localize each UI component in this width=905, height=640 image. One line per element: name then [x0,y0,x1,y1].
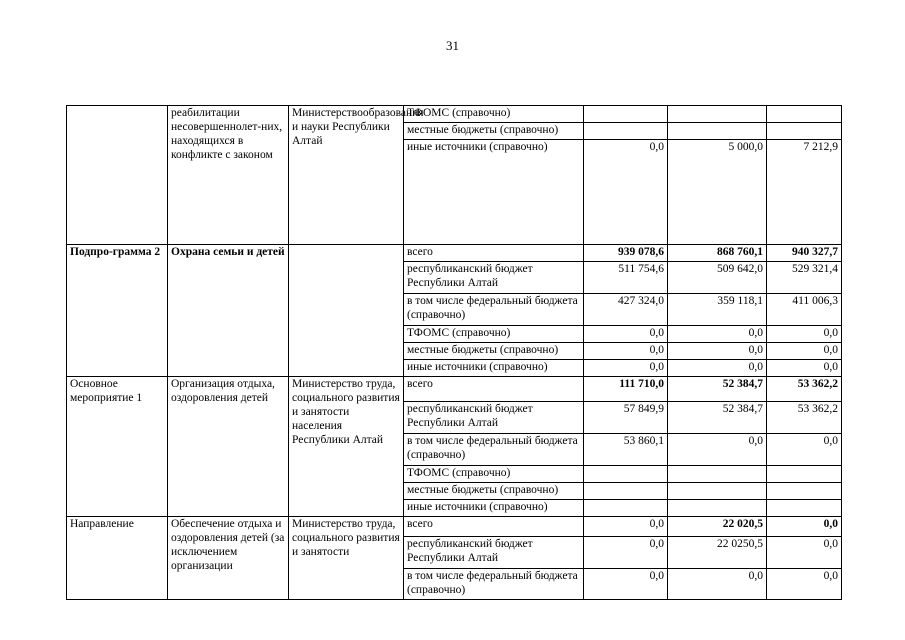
value-cell: 53 362,2 [767,377,842,402]
value-cell [767,466,842,483]
source-cell: республиканский бюджет Республики Алтай [404,262,584,294]
value-cell [584,466,668,483]
source-cell: в том числе федеральный бюджета (справочно) [404,294,584,326]
executor-cell [289,245,404,377]
value-cell: 0,0 [668,434,767,466]
table-row [67,245,842,262]
value-cell: 52 384,7 [668,377,767,402]
value-cell: 0,0 [584,343,668,360]
title-cell: Организация отдыха, оздоровления детей [168,377,289,517]
value-cell: 0,0 [767,537,842,569]
value-cell: 52 384,7 [668,402,767,434]
title-cell: Охрана семьи и детей [168,245,289,377]
source-cell: местные бюджеты (справочно) [404,483,584,500]
value-cell [668,123,767,140]
value-cell: 0,0 [668,343,767,360]
value-cell: 0,0 [584,517,668,537]
value-cell: 7 212,9 [767,140,842,245]
source-cell: всего [404,517,584,537]
value-cell [668,466,767,483]
program-cell: Направление [67,517,168,600]
value-cell: 0,0 [584,537,668,569]
table-row [67,106,842,123]
source-cell: ТФОМС (справочно) [404,466,584,483]
value-cell: 5 000,0 [668,140,767,245]
table-row [67,517,842,537]
value-cell: 509 642,0 [668,262,767,294]
value-cell: 511 754,6 [584,262,668,294]
value-cell: 0,0 [668,360,767,377]
source-cell: республиканский бюджет Республики Алтай [404,537,584,569]
value-cell [584,106,668,123]
source-cell: иные источники (справочно) [404,140,584,245]
executor-cell: Министерство труда, социального развития и занятости населения Республики Алтай [289,377,404,517]
value-cell: 0,0 [584,360,668,377]
value-cell [767,500,842,517]
value-cell: 57 849,9 [584,402,668,434]
source-cell: местные бюджеты (справочно) [404,343,584,360]
value-cell: 359 118,1 [668,294,767,326]
value-cell [668,106,767,123]
executor-cell: Министерствообразования и науки Республики Алтай [289,106,404,245]
program-cell [67,106,168,245]
value-cell: 940 327,7 [767,245,842,262]
value-cell [767,123,842,140]
value-cell: 0,0 [767,360,842,377]
value-cell: 0,0 [584,140,668,245]
source-cell: иные источники (справочно) [404,500,584,517]
title-cell: Обеспечение отдыха и оздоровления детей (за исключением организации [168,517,289,600]
value-cell [767,106,842,123]
source-cell: местные бюджеты (справочно) [404,123,584,140]
value-cell: 53 362,2 [767,402,842,434]
title-cell: реабилитации несовершеннолет-них, находящихся в конфликте с законом [168,106,289,245]
table-row [67,377,842,402]
value-cell: 53 860,1 [584,434,668,466]
value-cell: 111 710,0 [584,377,668,402]
source-cell: в том числе федеральный бюджета (справочно) [404,434,584,466]
source-cell: всего [404,245,584,262]
value-cell: 0,0 [668,326,767,343]
program-cell: Подпро-грамма 2 [67,245,168,377]
value-cell: 0,0 [584,326,668,343]
source-cell: республиканский бюджет Республики Алтай [404,402,584,434]
value-cell: 0,0 [767,517,842,537]
value-cell: 0,0 [767,326,842,343]
source-cell: ТФОМС (справочно) [404,106,584,123]
budget-table [66,105,842,600]
value-cell [668,483,767,500]
value-cell: 411 006,3 [767,294,842,326]
value-cell [767,483,842,500]
value-cell [584,500,668,517]
page-number: 31 [446,38,459,53]
value-cell [584,123,668,140]
value-cell: 0,0 [668,569,767,600]
value-cell: 427 324,0 [584,294,668,326]
value-cell: 22 0250,5 [668,537,767,569]
value-cell: 0,0 [767,343,842,360]
value-cell: 939 078,6 [584,245,668,262]
source-cell: ТФОМС (справочно) [404,326,584,343]
program-cell: Основное мероприятие 1 [67,377,168,517]
value-cell: 0,0 [584,569,668,600]
source-cell: в том числе федеральный бюджета (справочно) [404,569,584,600]
value-cell: 0,0 [767,569,842,600]
value-cell [584,483,668,500]
source-cell: иные источники (справочно) [404,360,584,377]
source-cell: всего [404,377,584,402]
value-cell: 868 760,1 [668,245,767,262]
value-cell: 0,0 [767,434,842,466]
executor-cell: Министерство труда, социального развития и занятости [289,517,404,600]
value-cell: 22 020,5 [668,517,767,537]
value-cell: 529 321,4 [767,262,842,294]
value-cell [668,500,767,517]
